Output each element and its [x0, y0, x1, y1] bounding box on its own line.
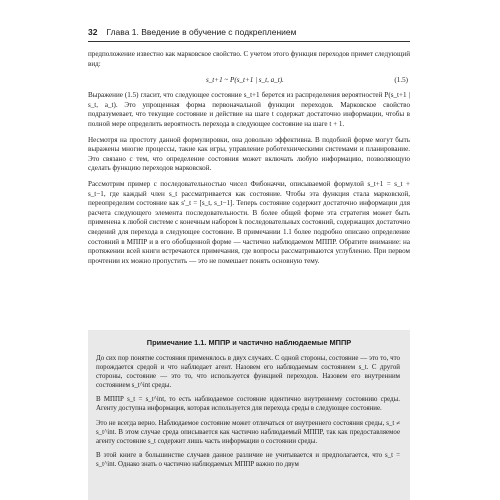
note-body	[96, 354, 400, 474]
note-title: Примечание 1.1. МППР и частично наблюдаемые МППР	[146, 338, 352, 347]
page-number: 32	[88, 27, 98, 37]
equation-number: (1.5)	[394, 76, 408, 85]
note-box	[88, 330, 410, 500]
equation	[88, 74, 410, 88]
paragraph: Выражение (1.5) гласит, что следующее состояние s_t+1 берется из распределения вероятностей P(s_t+1 | s_t, a_t). Это упрощенная форма первоначальной функции переходов. Марковское свойство подразумевает, что текущие состояние и действие на шаге t содержат достаточно информации, чтобы в полной мере определить вероятность перехода в следующее состояние на шаге t + 1.	[88, 91, 410, 128]
note-paragraph: В МППР s_t = s_t^int, то есть наблюдаемое состояние идентично внутреннему состоянию среды. Агенту доступна информация, которая используется для перехода среды в следующее состояние.	[96, 396, 400, 413]
note-paragraph: В этой книге в большинстве случаев данное различие не учитывается и предполагается, что s_t = s_t^int. Однако знать о частично наблюдаемых МППР важно по двум	[96, 451, 400, 468]
note-paragraph: До сих пор понятие состояния применялось в двух случаях. С одной стороны, состояние — это то, что порождается средой и что наблюдает агент. Назовем его наблюдаемым состоянием s_t. С другой стороны, состояние — это то, что используется функцией переходов. Назовем его внутренним состоянием s_t^int среды.	[96, 355, 400, 390]
main-text	[88, 50, 410, 266]
note-paragraph: Это не всегда верно. Наблюдаемое состояние может отличаться от внутреннего состояния среды, s_t ≠ s_t^int. В этом случае среда описывается как частично наблюдаемый МППР, так как предоставляемое агенту состояние s_t содержит лишь часть информации о состоянии среды.	[96, 419, 400, 445]
equation-formula: s_t+1 ~ P(s_t+1 | s_t, a_t).	[206, 76, 284, 85]
page-header	[88, 27, 410, 42]
chapter-title: Глава 1. Введение в обучение с подкреплением	[106, 27, 297, 37]
paragraph: Несмотря на простоту данной формулировки, она довольно эффективна. В подобной форме могут быть выражены многие процессы, такие как игры, управление роботехническими системами и планирование. Это связано с тем, что определение состояния может включать любую информацию, позволяющую сделать функцию переходов марковской.	[88, 135, 410, 173]
paragraph: Рассмотрим пример с последовательностью чисел Фибоначчи, описываемой формулой s_t+1 = s_t + s_t−1, где каждый член s_t рассматривается как состояние. Чтобы эта функция стала марковской, переопределим состояние как s′_t = [s_t, s_t−1]. Теперь состояние содержит достаточно информации для расчета следующего элемента последовательности. В более общей форме эта стратегия может быть применена к любой системе с конечным набором k последовательных состояний, содержащих достаточно сведений для перехода в следующее состояние. В примечании 1.1 более подробно описано определение состояний в МППР и в его обобщенной форме — частично наблюдаемом МППР. Обратите внимание: на протяжении всей книги встречаются примечания, где вопросы рассматриваются углубленно. При первом прочтении их можно пропустить — это не помешает понять основную тему.	[88, 179, 410, 265]
paragraph: предположение известно как марковское свойство. С учетом этого функция переходов примет следующий вид:	[88, 50, 410, 68]
